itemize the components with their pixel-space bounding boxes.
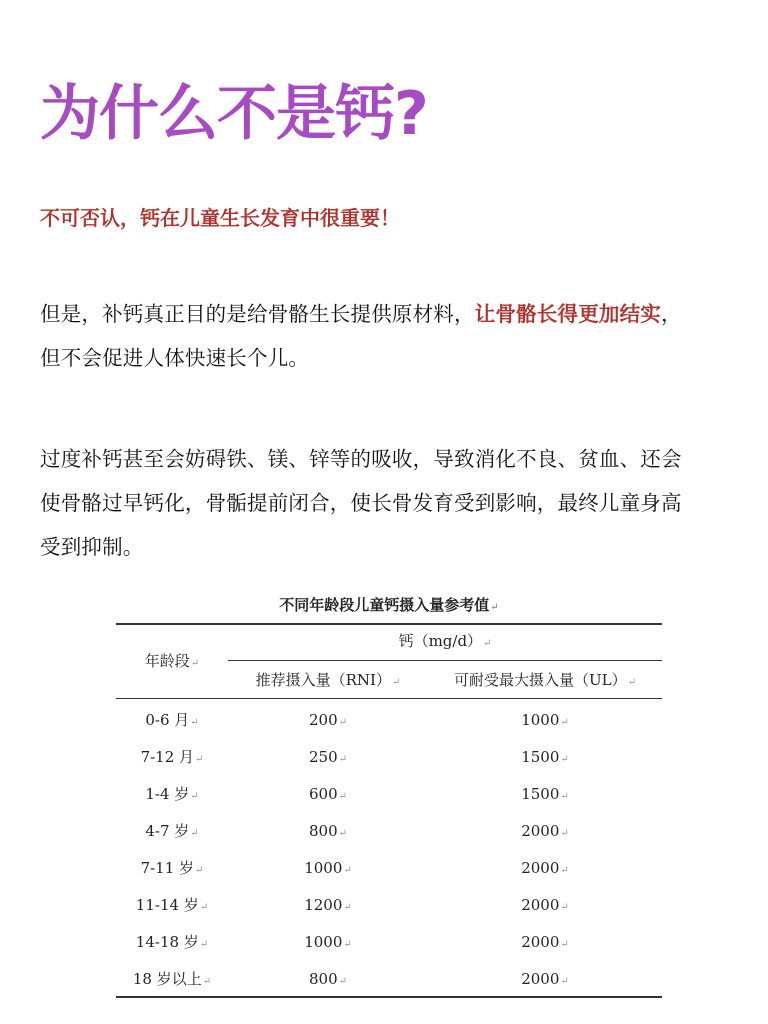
table-row	[116, 813, 662, 850]
ul-cell: 2000↵	[521, 896, 569, 914]
rni-cell: 1000↵	[304, 933, 352, 951]
subtitle: 不可否认，钙在儿童生长发育中很重要！	[40, 206, 400, 230]
rni-cell: 800↵	[308, 970, 348, 988]
rni-cell: 1200↵	[304, 896, 352, 914]
ul-cell: 2000↵	[521, 822, 569, 840]
table-top-rule	[116, 623, 662, 625]
age-cell: 4-7 岁↵	[145, 822, 199, 840]
calcium-intake-table	[116, 592, 662, 1002]
table-bottom-rule	[116, 996, 662, 998]
table-row	[116, 739, 662, 776]
ul-cell: 2000↵	[521, 933, 569, 951]
age-cell: 14-18 岁↵	[135, 933, 209, 951]
table-row	[116, 961, 662, 998]
header-age: 年龄段↵	[144, 652, 200, 670]
table-row	[116, 850, 662, 887]
age-cell: 7-12 月↵	[140, 748, 204, 766]
table-row	[116, 776, 662, 813]
age-cell: 1-4 岁↵	[145, 785, 199, 803]
rni-cell: 600↵	[308, 785, 348, 803]
ul-cell: 1500↵	[521, 748, 569, 766]
age-cell: 7-11 岁↵	[140, 859, 204, 877]
table-caption: 不同年龄段儿童钙摄入量参考值↵	[279, 596, 499, 614]
rni-cell: 1000↵	[304, 859, 352, 877]
rni-cell: 250↵	[308, 748, 348, 766]
age-cell: 0-6 月↵	[145, 711, 199, 729]
paragraph-text: ，但不会促进人体快速长个儿。	[40, 302, 682, 370]
table-body	[116, 702, 662, 998]
ul-cell: 1000↵	[521, 711, 569, 729]
paragraph-calcium-purpose	[40, 292, 700, 380]
rni-cell: 800↵	[308, 822, 348, 840]
age-cell: 18 岁以上↵	[132, 970, 212, 988]
rni-cell: 200↵	[308, 711, 348, 729]
table-row	[116, 887, 662, 924]
header-ul: 可耐受最大摄入量（UL）↵	[454, 671, 636, 689]
paragraph-text: 但是，补钙真正目的是给骨骼生长提供原材料，	[40, 302, 475, 326]
table-row	[116, 702, 662, 739]
header-sub-rule	[228, 660, 662, 661]
page-title: 为什么不是钙?	[40, 79, 428, 149]
paragraph-over-supplement: 过度补钙甚至会妨碍铁、镁、锌等的吸收，导致消化不良、贫血、还会使骨骼过早钙化，骨骺提前闭合，使长骨发育受到影响，最终儿童身高受到抑制。	[40, 447, 682, 559]
ul-cell: 2000↵	[521, 859, 569, 877]
table-header-rule	[116, 698, 662, 699]
ul-cell: 1500↵	[521, 785, 569, 803]
highlighted-text: 让骨骼长得更加结实	[474, 302, 662, 326]
header-rni: 推荐摄入量（RNI）↵	[255, 671, 401, 689]
age-cell: 11-14 岁↵	[135, 896, 209, 914]
table-row	[116, 924, 662, 961]
ul-cell: 2000↵	[521, 970, 569, 988]
header-calcium-group: 钙（mg/d）↵	[398, 632, 492, 650]
